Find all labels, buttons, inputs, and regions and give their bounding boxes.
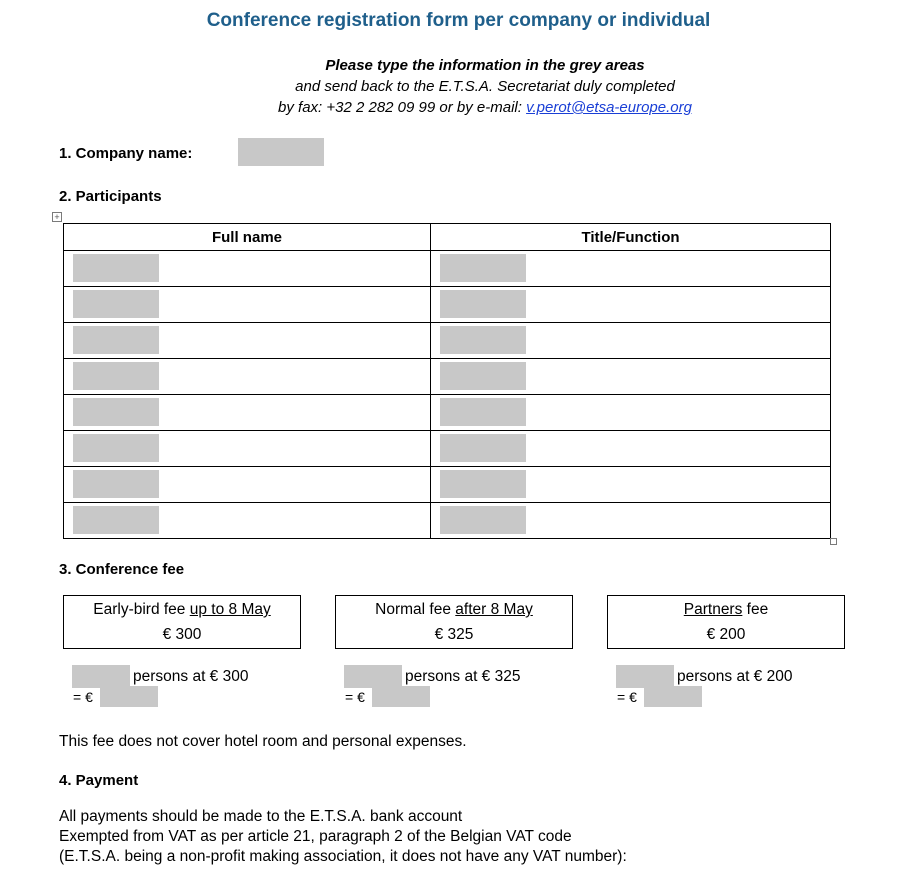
table-row — [64, 431, 831, 467]
table-row — [64, 467, 831, 503]
title-function-cell — [431, 251, 831, 287]
total-field-early[interactable] — [100, 686, 158, 707]
full-name-field[interactable] — [73, 506, 159, 534]
equals-euro-normal: = € — [345, 689, 365, 705]
payment-line-1: All payments should be made to the E.T.S.A. bank account — [59, 808, 463, 825]
title-function-cell — [431, 431, 831, 467]
full-name-cell — [64, 287, 431, 323]
persons-text-early: persons at € 300 — [133, 668, 249, 685]
full-name-field[interactable] — [73, 254, 159, 282]
equals-euro-partners: = € — [617, 689, 637, 705]
fee-box-early-bird — [63, 595, 301, 649]
page-title: Conference registration form per company or individual — [206, 10, 711, 31]
payment-line-3: (E.T.S.A. being a non-profit making association, it does not have any VAT number): — [59, 848, 627, 865]
fee-box-partners — [607, 595, 845, 649]
persons-count-field-early[interactable] — [72, 665, 130, 688]
total-field-normal[interactable] — [372, 686, 430, 707]
full-name-cell — [64, 467, 431, 503]
table-row — [64, 251, 831, 287]
table-row — [64, 287, 831, 323]
table-move-handle-icon[interactable]: + — [52, 212, 62, 222]
participants-heading: 2. Participants — [59, 188, 162, 205]
table-row — [64, 503, 831, 539]
participants-table — [63, 223, 831, 539]
title-function-cell — [431, 467, 831, 503]
persons-count-field-normal[interactable] — [344, 665, 402, 688]
conference-fee-heading: 3. Conference fee — [59, 561, 185, 578]
title-function-field[interactable] — [440, 326, 526, 354]
persons-count-field-partners[interactable] — [616, 665, 674, 688]
instruction-line-3 — [0, 99, 917, 116]
company-name-field[interactable] — [238, 138, 324, 166]
title-function-cell — [431, 323, 831, 359]
title-function-field[interactable] — [440, 254, 526, 282]
title-function-field[interactable] — [440, 506, 526, 534]
fee-note: This fee does not cover hotel room and personal expenses. — [59, 733, 467, 750]
full-name-cell — [64, 503, 431, 539]
title-function-cell — [431, 395, 831, 431]
company-name-label: 1. Company name: — [59, 145, 193, 162]
equals-euro-early: = € — [73, 689, 93, 705]
payment-line-2: Exempted from VAT as per article 21, paragraph 2 of the Belgian VAT code — [59, 828, 572, 845]
full-name-cell — [64, 251, 431, 287]
table-row — [64, 323, 831, 359]
full-name-field[interactable] — [73, 362, 159, 390]
fee-box-normal — [335, 595, 573, 649]
full-name-field[interactable] — [73, 398, 159, 426]
title-function-cell — [431, 287, 831, 323]
full-name-cell — [64, 395, 431, 431]
full-name-field[interactable] — [73, 290, 159, 318]
title-function-field[interactable] — [440, 434, 526, 462]
title-function-field[interactable] — [440, 398, 526, 426]
full-name-cell — [64, 323, 431, 359]
title-function-field[interactable] — [440, 290, 526, 318]
fax-text: by fax: +32 2 282 09 99 or by e-mail: — [278, 99, 527, 116]
column-header-title-function: Title/Function — [431, 224, 831, 251]
instruction-line-1: Please type the information in the grey areas — [325, 57, 645, 74]
fee-label: Partners fee — [683, 601, 769, 618]
title-function-cell — [431, 359, 831, 395]
fee-price: € 325 — [434, 626, 474, 643]
payment-heading: 4. Payment — [59, 772, 139, 789]
table-resize-handle[interactable] — [830, 538, 837, 545]
fee-price: € 200 — [706, 626, 746, 643]
total-field-partners[interactable] — [644, 686, 702, 707]
full-name-field[interactable] — [73, 470, 159, 498]
title-function-cell — [431, 503, 831, 539]
instruction-line-2: and send back to the E.T.S.A. Secretariat duly completed — [295, 78, 675, 95]
persons-text-partners: persons at € 200 — [677, 668, 793, 685]
title-function-field[interactable] — [440, 470, 526, 498]
persons-text-normal: persons at € 325 — [405, 668, 521, 685]
full-name-cell — [64, 359, 431, 395]
full-name-field[interactable] — [73, 326, 159, 354]
table-row — [64, 359, 831, 395]
fee-label: Normal fee after 8 May — [375, 601, 533, 618]
email-link[interactable]: v.perot@etsa-europe.org — [526, 99, 692, 116]
title-function-field[interactable] — [440, 362, 526, 390]
column-header-full-name: Full name — [64, 224, 431, 251]
fee-label: Early-bird fee up to 8 May — [93, 601, 271, 618]
full-name-field[interactable] — [73, 434, 159, 462]
fee-price: € 300 — [162, 626, 202, 643]
full-name-cell — [64, 431, 431, 467]
table-row — [64, 395, 831, 431]
